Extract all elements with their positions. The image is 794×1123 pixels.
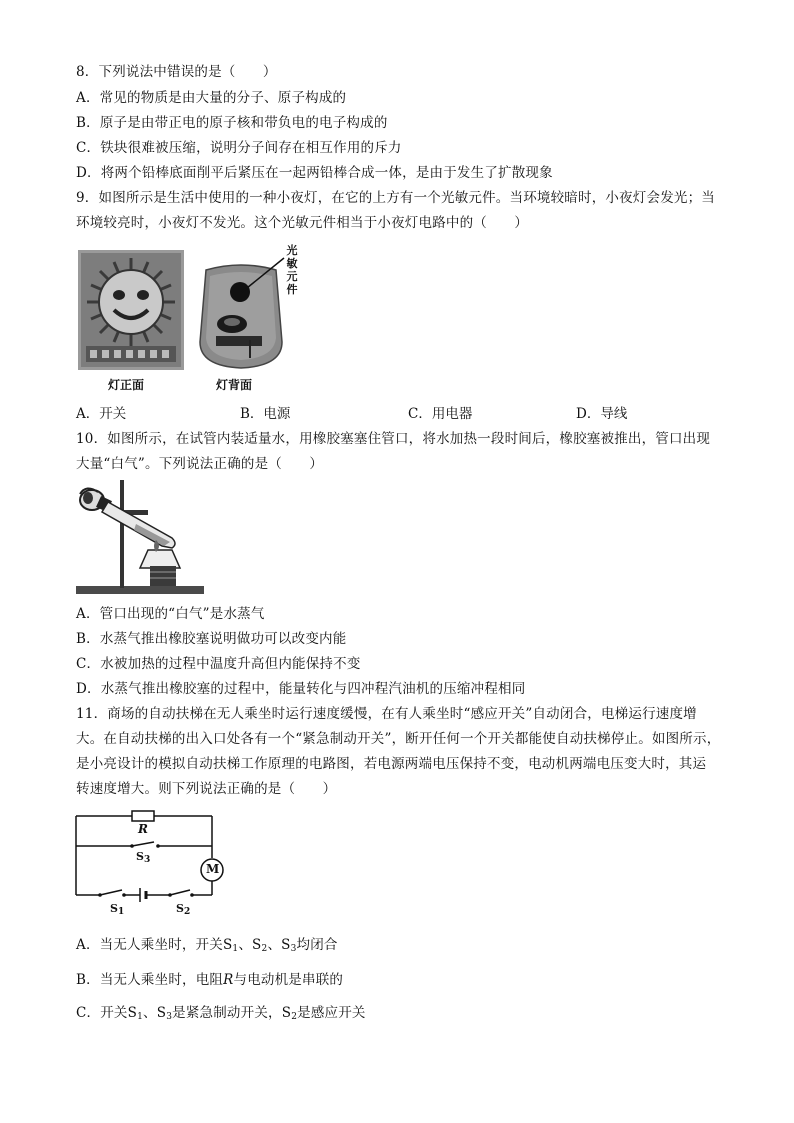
q10-option-c: C．水被加热的过程中温度升高但内能保持不变 [76, 656, 361, 672]
q8-option-a: A．常见的物质是由大量的分子、原子构成的 [76, 90, 347, 106]
back-caption: 灯背面 [216, 378, 253, 392]
front-caption: 灯正面 [108, 378, 145, 392]
q9-option-a: A．开关 [76, 406, 127, 422]
q8-option-c: C．铁块很难被压缩，说明分子间存在相互作用的斥力 [76, 140, 402, 156]
q11-option-c: C．开关$S_1$、$S_3$是紧急制动开关，$S_2$是感应开关 [76, 1005, 366, 1022]
q11-stem-line3: 是小亮设计的模拟自动扶梯工作原理的电路图，若电源两端电压保持不变，电动机两端电压变大时，其运 [76, 756, 707, 772]
q8-option-b: B．原子是由带正电的原子核和带负电的电子构成的 [76, 115, 388, 131]
q9-stem-line1: 9．如图所示是生活中使用的一种小夜灯，在它的上方有一个光敏元件。当环境较暗时，小夜灯会发光；当 [76, 190, 715, 206]
q11-stem-line4: 转速度增大。则下列说法正确的是（ ） [76, 781, 337, 797]
q11-option-b: B．当无人乘坐时，电阻R与电动机是串联的 [76, 972, 344, 988]
q10-option-d: D．水蒸气推出橡胶塞的过程中，能量转化与四冲程汽油机的压缩冲程相同 [76, 681, 526, 697]
sensor-label: 光 敏 元 件 [286, 244, 298, 296]
s3-label: $S_3$ [136, 850, 151, 865]
q9-stem-line2: 环境较亮时，小夜灯不发光。这个光敏元件相当于小夜灯电路中的（ ） [76, 215, 529, 231]
q8-stem: 8．下列说法中错误的是（ ） [76, 64, 277, 80]
q11-stem-line1: 11．商场的自动扶梯在无人乘坐时运行速度缓慢，在有人乘坐时“感应开关”自动闭合，电梯运行速度增 [76, 706, 697, 722]
q10-option-b: B．水蒸气推出橡胶塞说明做功可以改变内能 [76, 631, 347, 647]
resistor-label: R [138, 822, 148, 836]
q9-option-b: B．电源 [240, 406, 291, 422]
circuit-diagram [72, 806, 232, 920]
test-tube-apparatus-image [76, 480, 206, 598]
motor-label: M [206, 862, 220, 876]
q10-stem-line1: 10．如图所示，在试管内装适量水，用橡胶塞塞住管口，将水加热一段时间后，橡胶塞被推出，管口出现 [76, 431, 711, 447]
s1-label: $S_1$ [110, 902, 125, 917]
q8-option-d: D．将两个铅棒底面削平后紧压在一起两铅棒合成一体，是由于发生了扩散现象 [76, 165, 553, 181]
q9-option-d: D．导线 [576, 406, 628, 422]
q9-options [76, 404, 716, 424]
q10-stem-line2: 大量“白气”。下列说法正确的是（ ） [76, 456, 324, 472]
s2-label: $S_2$ [176, 902, 191, 917]
q11-option-a: A．当无人乘坐时，开关$S_1$、$S_2$、$S_3$均闭合 [76, 937, 338, 954]
q11-stem-line2: 大。在自动扶梯的出入口处各有一个“紧急制动开关”，断开任何一个开关都能使自动扶梯停止。如图所示， [76, 731, 721, 747]
night-light-front-image [78, 250, 184, 370]
q10-option-a: A．管口出现的“白气”是水蒸气 [76, 606, 265, 622]
q9-option-c: C．用电器 [408, 406, 473, 422]
